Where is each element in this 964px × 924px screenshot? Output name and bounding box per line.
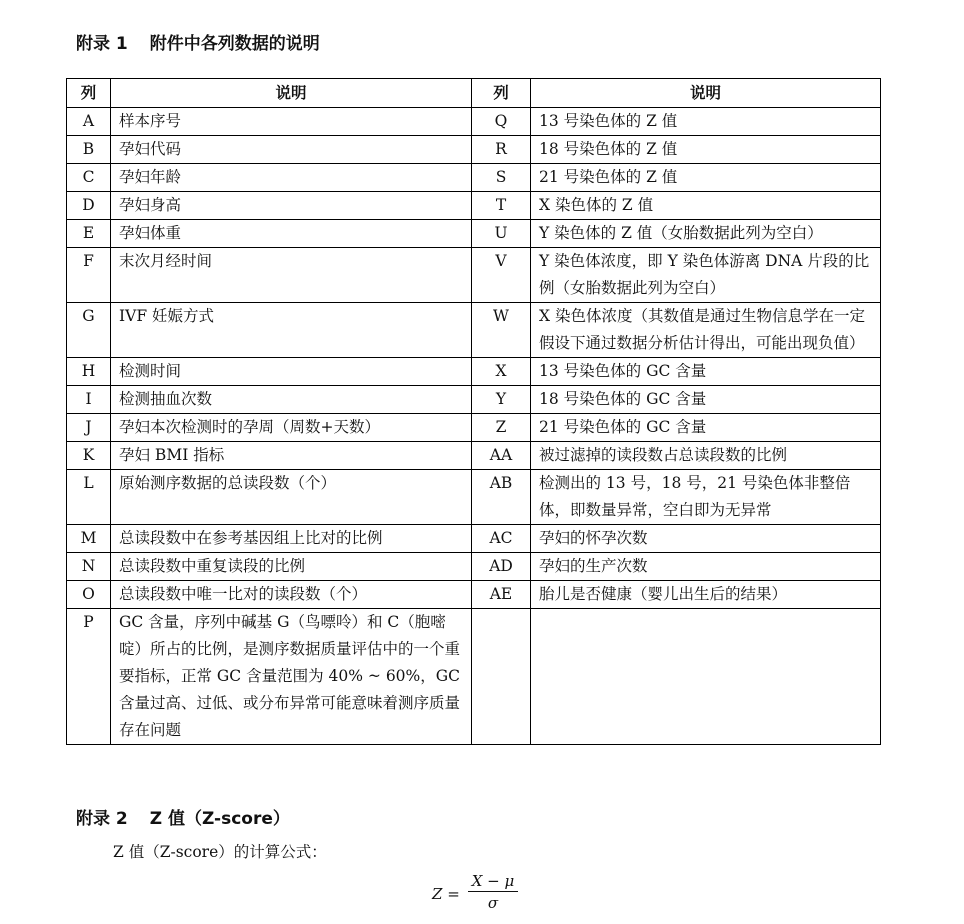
column-description: 检测抽血次数 [111, 386, 472, 414]
column-letter: S [472, 164, 531, 192]
column-letter: U [472, 220, 531, 248]
column-description: 总读段数中在参考基因组上比对的比例 [111, 525, 472, 553]
column-letter: AC [472, 525, 531, 553]
column-description: GC 含量，序列中碱基 G（鸟嘌呤）和 C（胞嘧啶）所占的比例，是测序数据质量评估中的一个重要指标，正常 GC 含量范围为 40% ~ 60%，GC 含量过高、过低、或分布异常可能意味着测序质量存在问题 [111, 609, 472, 745]
column-letter: A [67, 108, 111, 136]
column-description: IVF 妊娠方式 [111, 303, 472, 358]
column-description: 13 号染色体的 GC 含量 [531, 358, 881, 386]
column-letter: AE [472, 581, 531, 609]
column-description: 孕妇身高 [111, 192, 472, 220]
column-description: 总读段数中重复读段的比例 [111, 553, 472, 581]
table-row [67, 303, 881, 358]
column-description: 胎儿是否健康（婴儿出生后的结果） [531, 581, 881, 609]
table-row [67, 108, 881, 136]
table-row [67, 470, 881, 525]
column-letter: Z [472, 414, 531, 442]
column-letter: I [67, 386, 111, 414]
header-col-right: 列 [472, 79, 531, 108]
column-description: X 染色体的 Z 值 [531, 192, 881, 220]
table-row [67, 248, 881, 303]
column-description: 原始测序数据的总读段数（个） [111, 470, 472, 525]
formula-lhs: Z = [432, 885, 460, 903]
column-letter: R [472, 136, 531, 164]
column-letter: T [472, 192, 531, 220]
column-description: 孕妇的怀孕次数 [531, 525, 881, 553]
table-row [67, 164, 881, 192]
column-letter: Y [472, 386, 531, 414]
column-letter: E [67, 220, 111, 248]
formula-denominator: σ [487, 894, 499, 912]
column-letter: F [67, 248, 111, 303]
table-row [67, 414, 881, 442]
column-description [531, 609, 881, 745]
column-letter: AB [472, 470, 531, 525]
column-letter: C [67, 164, 111, 192]
column-description: 检测出的 13 号，18 号，21 号染色体非整倍体，即数量异常，空白即为无异常 [531, 470, 881, 525]
table-row [67, 525, 881, 553]
table-row [67, 553, 881, 581]
column-description: Y 染色体浓度，即 Y 染色体游离 DNA 片段的比例（女胎数据此列为空白） [531, 248, 881, 303]
table-row [67, 220, 881, 248]
appendix-1-number: 附录 1 [76, 34, 128, 54]
column-description: 21 号染色体的 GC 含量 [531, 414, 881, 442]
appendix-2-heading [76, 809, 290, 829]
column-description: 18 号染色体的 GC 含量 [531, 386, 881, 414]
column-letter: AA [472, 442, 531, 470]
column-letter: K [67, 442, 111, 470]
column-letter: B [67, 136, 111, 164]
column-letter: W [472, 303, 531, 358]
table-row [67, 581, 881, 609]
column-description: 末次月经时间 [111, 248, 472, 303]
table-row [67, 442, 881, 470]
column-letter: O [67, 581, 111, 609]
column-letter: V [472, 248, 531, 303]
column-description: 总读段数中唯一比对的读段数（个） [111, 581, 472, 609]
table-row [67, 192, 881, 220]
column-letter: H [67, 358, 111, 386]
column-letter: L [67, 470, 111, 525]
column-description: 孕妇本次检测时的孕周（周数+天数） [111, 414, 472, 442]
column-letter: P [67, 609, 111, 745]
column-letter: J [67, 414, 111, 442]
column-description: 孕妇 BMI 指标 [111, 442, 472, 470]
column-description: 21 号染色体的 Z 值 [531, 164, 881, 192]
column-letter: D [67, 192, 111, 220]
column-letter: X [472, 358, 531, 386]
formula-fraction [468, 872, 518, 912]
column-description: 孕妇代码 [111, 136, 472, 164]
column-description: 13 号染色体的 Z 值 [531, 108, 881, 136]
column-letter [472, 609, 531, 745]
table-row [67, 358, 881, 386]
appendix-2-title: Z 值（Z-score） [149, 809, 290, 829]
column-letter: M [67, 525, 111, 553]
column-letter: Q [472, 108, 531, 136]
column-description: 被过滤掉的读段数占总读段数的比例 [531, 442, 881, 470]
appendix-2-number: 附录 2 [76, 809, 128, 829]
column-letter: G [67, 303, 111, 358]
column-description: 孕妇年龄 [111, 164, 472, 192]
fraction-bar [468, 891, 518, 892]
column-description: 样本序号 [111, 108, 472, 136]
table-row [67, 609, 881, 745]
column-description: Y 染色体的 Z 值（女胎数据此列为空白） [531, 220, 881, 248]
column-description: 检测时间 [111, 358, 472, 386]
header-col-left: 列 [67, 79, 111, 108]
column-description: 孕妇的生产次数 [531, 553, 881, 581]
column-letter: N [67, 553, 111, 581]
column-description: 孕妇体重 [111, 220, 472, 248]
table-header-row [67, 79, 881, 108]
formula-intro: Z 值（Z-score）的计算公式： [113, 843, 327, 861]
column-description-table [66, 78, 881, 745]
header-desc-left: 说明 [111, 79, 472, 108]
column-description: 18 号染色体的 Z 值 [531, 136, 881, 164]
table-row [67, 386, 881, 414]
header-desc-right: 说明 [531, 79, 881, 108]
column-description: X 染色体浓度（其数值是通过生物信息学在一定假设下通过数据分析估计得出，可能出现负值） [531, 303, 881, 358]
appendix-1-title: 附件中各列数据的说明 [149, 34, 320, 54]
table-row [67, 136, 881, 164]
appendix-1-heading [76, 34, 320, 54]
formula-numerator: X − μ [471, 872, 515, 890]
column-letter: AD [472, 553, 531, 581]
